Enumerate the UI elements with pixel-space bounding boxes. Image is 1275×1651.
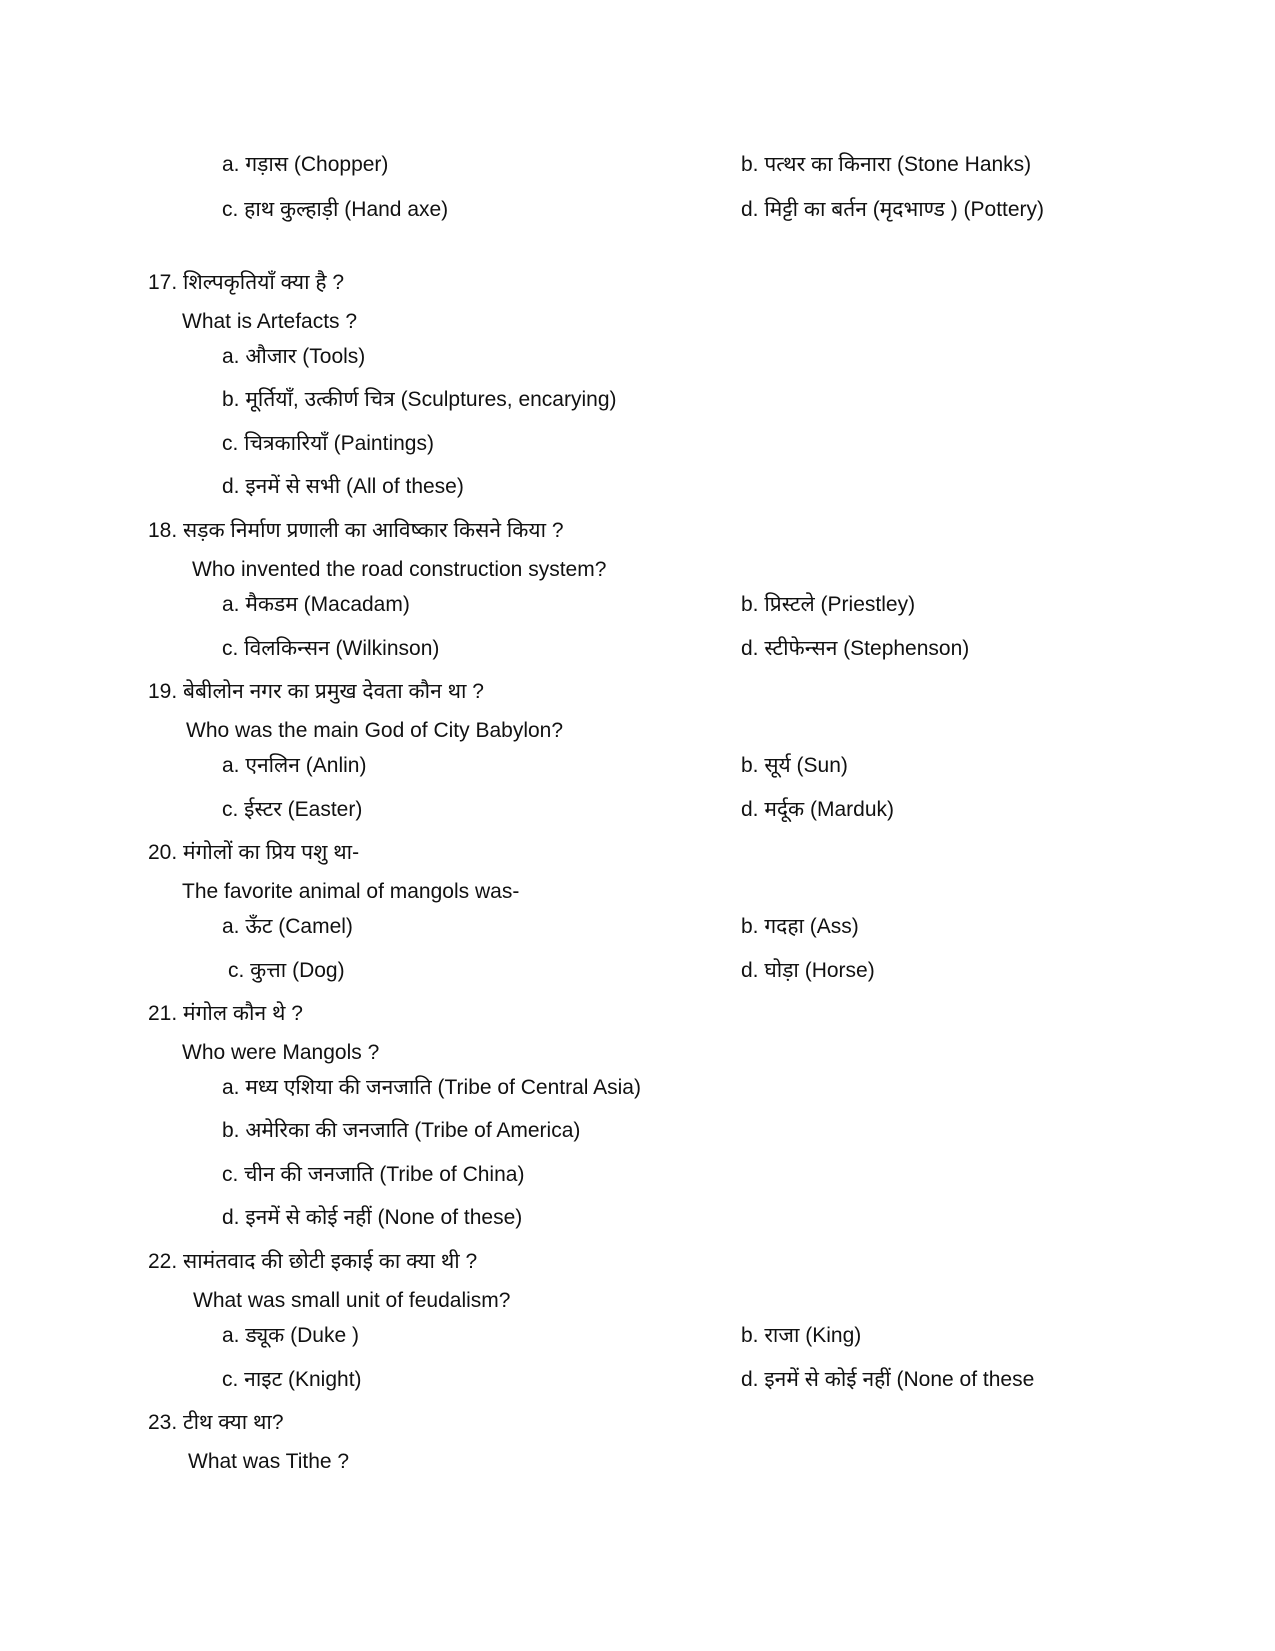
option-d: d. घोड़ा (Horse): [741, 959, 875, 982]
option-a: a. एनलिन (Anlin): [222, 754, 367, 777]
option-b: b. मूर्तियाँ, उत्कीर्ण चित्र (Sculptures, encarying): [222, 388, 617, 411]
option-c: c. कुत्ता (Dog): [228, 959, 345, 982]
option-b: b. पत्थर का किनारा (Stone Hanks): [741, 153, 1032, 176]
option-c: c. नाइट (Knight): [222, 1368, 362, 1391]
option-d: d. मर्दूक (Marduk): [741, 798, 895, 821]
option-a: a. मैकडम (Macadam): [222, 593, 410, 616]
option-a: a. मध्य एशिया की जनजाति (Tribe of Central Asia): [222, 1076, 641, 1099]
option-d: d. मिट्टी का बर्तन (मृदभाण्ड ) (Pottery): [741, 198, 1045, 221]
question-17-english: What is Artefacts ?: [182, 310, 358, 333]
option-c: c. ईस्टर (Easter): [222, 798, 363, 821]
option-c: c. विलकिन्सन (Wilkinson): [222, 637, 440, 660]
option-a: a. ऊँट (Camel): [222, 915, 353, 938]
option-d: d. इनमें से कोई नहीं (None of these: [741, 1368, 1035, 1391]
option-d: d. इनमें से कोई नहीं (None of these): [222, 1206, 523, 1229]
question-22-hindi: 22. सामंतवाद की छोटी इकाई का क्या थी ?: [148, 1250, 478, 1273]
option-d: d. इनमें से सभी (All of these): [222, 475, 464, 498]
question-21-english: Who were Mangols ?: [182, 1041, 380, 1064]
option-b: b. प्रिस्टले (Priestley): [741, 593, 916, 616]
option-a: a. औजार (Tools): [222, 345, 366, 368]
question-18-english: Who invented the road construction system?: [192, 558, 607, 581]
question-18-hindi: 18. सड़क निर्माण प्रणाली का आविष्कार किसने किया ?: [148, 519, 564, 542]
option-b: b. गदहा (Ass): [741, 915, 859, 938]
option-b: b. अमेरिका की जनजाति (Tribe of America): [222, 1119, 581, 1142]
option-a: a. गड़ास (Chopper): [222, 153, 389, 176]
option-b: b. राजा (King): [741, 1324, 862, 1347]
question-19-english: Who was the main God of City Babylon?: [186, 719, 564, 742]
option-c: c. चीन की जनजाति (Tribe of China): [222, 1163, 525, 1186]
option-b: b. सूर्य (Sun): [741, 754, 848, 777]
question-17-hindi: 17. शिल्पकृतियाँ क्या है ?: [148, 271, 345, 294]
question-20-hindi: 20. मंगोलों का प्रिय पशु था-: [148, 841, 360, 864]
option-a: a. ड्यूक (Duke ): [222, 1324, 359, 1347]
question-19-hindi: 19. बेबीलोन नगर का प्रमुख देवता कौन था ?: [148, 680, 484, 703]
option-c: c. हाथ कुल्हाड़ी (Hand axe): [222, 198, 449, 221]
option-d: d. स्टीफेन्सन (Stephenson): [741, 637, 970, 660]
question-21-hindi: 21. मंगोल कौन थे ?: [148, 1002, 303, 1025]
question-22-english: What was small unit of feudalism?: [193, 1289, 511, 1312]
question-23-hindi: 23. टीथ क्या था?: [148, 1411, 284, 1434]
option-c: c. चित्रकारियाँ (Paintings): [222, 432, 434, 455]
question-23-english: What was Tithe ?: [188, 1450, 350, 1473]
question-20-english: The favorite animal of mangols was-: [182, 880, 520, 903]
